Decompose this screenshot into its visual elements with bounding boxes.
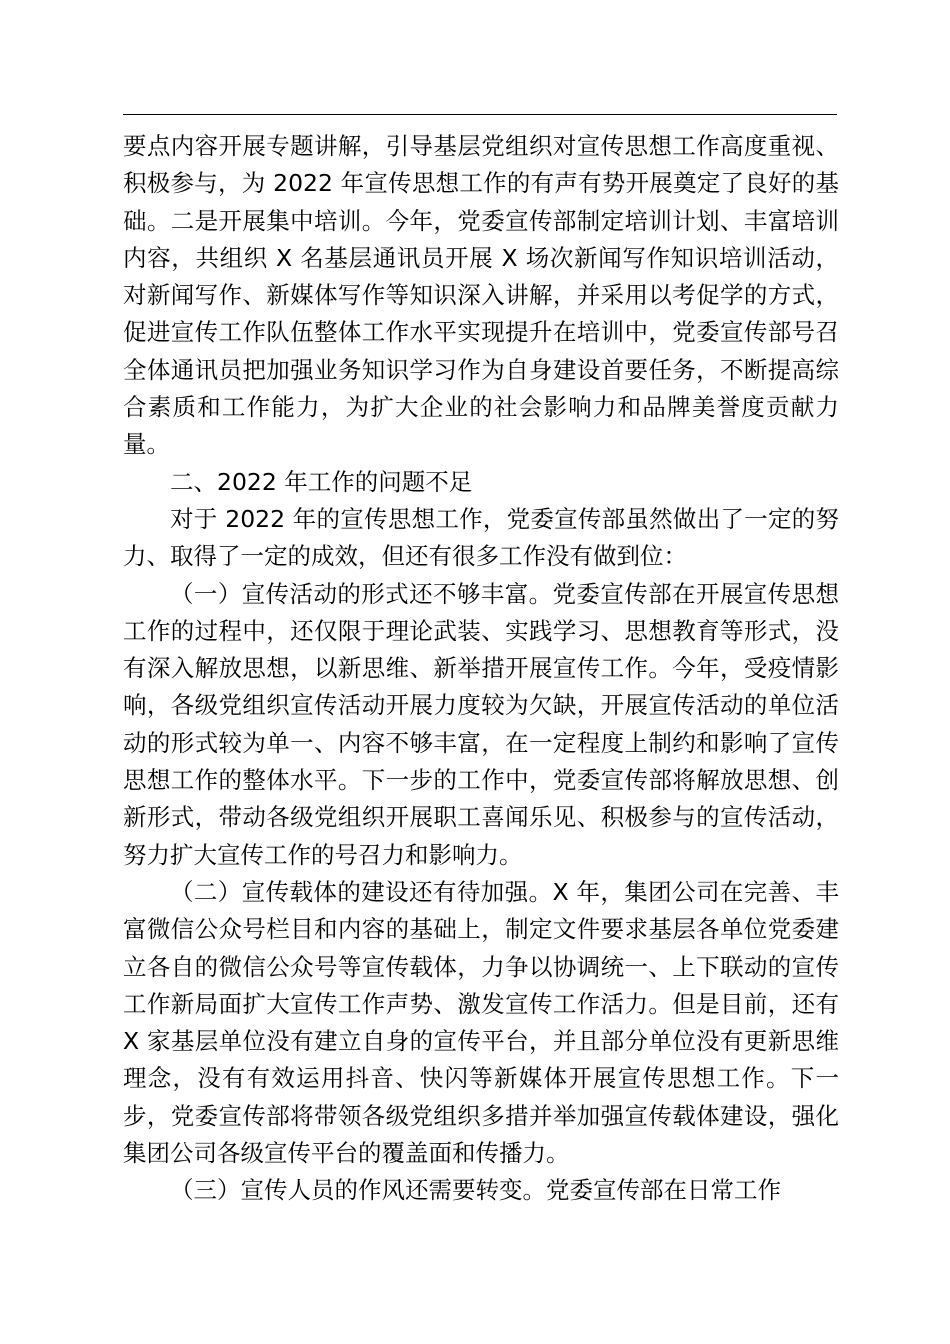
header-rule bbox=[123, 114, 837, 115]
paragraph-problem-three: （三）宣传人员的作风还需要转变。党委宣传部在日常工作 bbox=[170, 1176, 781, 1205]
paragraph-problem-two: （二）宣传载体的建设还有待加强。X 年，集团公司在完善、丰富微信公众号栏目和内容的基础上，制定文件要求基层各单位党委建立各自的微信公众号等宣传载体，力争以协调统一、上下联动的宣传工作新局面扩大宣传工作声势、激发宣传工作活力。但是目前，还有 X 家基层单位没有建立自身的宣传平台，并且部分单位没有更新思维理念，没有有效运用抖音、快闪等新媒体开展宣传思想工作。下一步，党委宣传部将带领各级党组织多措并举加强宣传载体建设，强化集团公司各级宣传平台的覆盖面和传播力。 bbox=[123, 877, 839, 1168]
paragraph-problem-one: （一）宣传活动的形式还不够丰富。党委宣传部在开展宣传思想工作的过程中，还仅限于理论武装、实践学习、思想教育等形式，没有深入解放思想，以新思维、新举措开展宣传工作。今年，受疫情影响，各级党组织宣传活动开展力度较为欠缺，开展宣传活动的单位活动的形式较为单一、内容不够丰富，在一定程度上制约和影响了宣传思想工作的整体水平。下一步的工作中，党委宣传部将解放思想、创新形式，带动各级党组织开展职工喜闻乐见、积极参与的宣传活动，努力扩大宣传工作的号召力和影响力。 bbox=[123, 579, 839, 869]
paragraph-continuation: 要点内容开展专题讲解，引导基层党组织对宣传思想工作高度重视、积极参与，为 2022 年宣传思想工作的有声有势开展奠定了良好的基础。二是开展集中培训。今年，党委宣传部制定培训计划、丰富培训内容，共组织 X 名基层通讯员开展 X 场次新闻写作知识培训活动，对新闻写作、新媒体写作等知识深入讲解，并采用以考促学的方式，促进宣传工作队伍整体工作水平实现提升在培训中，党委宣传部号召全体通讯员把加强业务知识学习作为自身建设首要任务，不断提高综合素质和工作能力，为扩大企业的社会影响力和品牌美誉度贡献力量。 bbox=[123, 132, 839, 459]
document-body bbox=[123, 128, 839, 1210]
section-heading-problems: 二、2022 年工作的问题不足 bbox=[170, 467, 473, 496]
paragraph-problems-intro: 对于 2022 年的宣传思想工作，党委宣传部虽然做出了一定的努力、取得了一定的成效，但还有很多工作没有做到位： bbox=[123, 504, 839, 571]
